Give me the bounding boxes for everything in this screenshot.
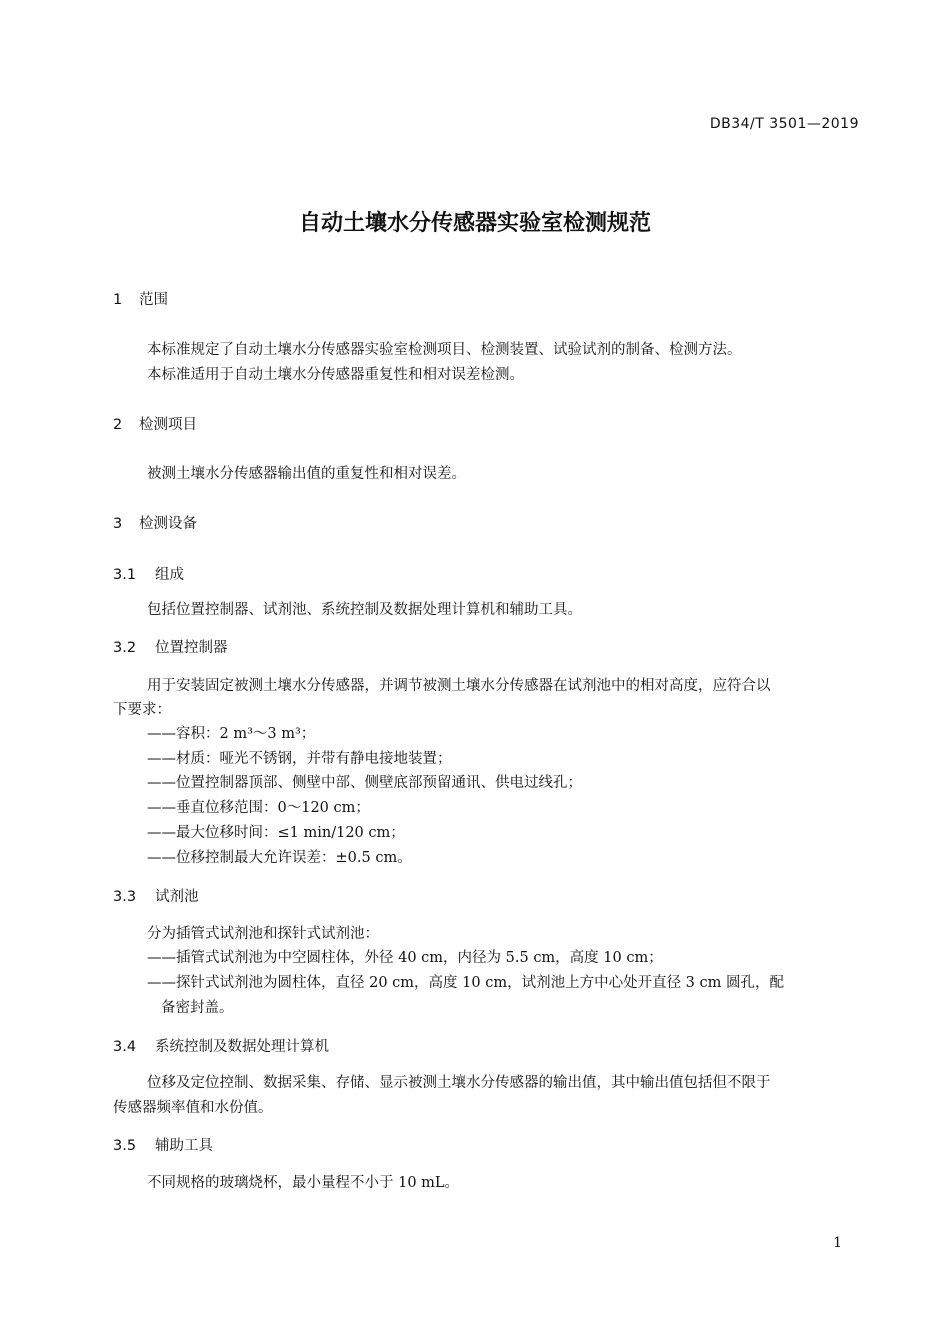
section-3-heading	[113, 512, 197, 533]
list-item: ——材质：哑光不锈钢，并带有静电接地装置；	[147, 751, 452, 767]
section-1-heading	[113, 288, 168, 309]
section-2-paragraph-1: 被测土壤水分传感器输出值的重复性和相对误差。	[147, 466, 466, 482]
list-item: ——容积：2 m³～3 m³；	[147, 726, 316, 742]
list-item: ——插管式试剂池为中空圆柱体，外径 40 cm，内径为 5.5 cm，高度 10 cm；	[147, 950, 663, 966]
subsection-3-4-paragraph-line-1: 位移及定位控制、数据采集、存储、显示被测土壤水分传感器的输出值，其中输出值包括但不限于	[147, 1075, 771, 1091]
subsection-3-2-paragraph-line-2: 下要求：	[113, 702, 171, 718]
subsection-3-1-heading	[113, 563, 184, 584]
subsection-3-5-heading	[113, 1134, 213, 1155]
section-title: 范围	[139, 292, 168, 308]
section-title: 检测设备	[139, 516, 197, 532]
standard-code: DB34/T 3501—2019	[709, 116, 859, 132]
subsection-3-2-heading	[113, 636, 228, 657]
list-item: ——垂直位移范围：0～120 cm；	[147, 800, 370, 816]
subsection-title: 组成	[155, 567, 184, 583]
list-item-continuation: 备密封盖。	[161, 1000, 234, 1016]
page-number: 1	[833, 1235, 842, 1251]
subsection-3-4-paragraph-line-2: 传感器频率值和水份值。	[113, 1100, 273, 1116]
subsection-title: 系统控制及数据处理计算机	[155, 1039, 329, 1055]
subsection-title: 位置控制器	[155, 640, 228, 656]
subsection-number: 3.5	[113, 1138, 137, 1154]
list-item: ——探针式试剂池为圆柱体，直径 20 cm，高度 10 cm，试剂池上方中心处开直径 3 cm 圆孔，配	[147, 975, 784, 991]
section-2-heading	[113, 413, 197, 434]
section-number: 3	[113, 516, 123, 532]
document-title: 自动土壤水分传感器实验室检测规范	[298, 211, 651, 236]
subsection-3-2-paragraph-line-1: 用于安装固定被测土壤水分传感器，并调节被测土壤水分传感器在试剂池中的相对高度，应符合以	[147, 678, 771, 694]
section-number: 1	[113, 292, 123, 308]
subsection-3-3-heading	[113, 885, 199, 906]
subsection-3-5-paragraph: 不同规格的玻璃烧杯，最小量程不小于 10 mL。	[147, 1175, 460, 1191]
subsection-3-4-heading	[113, 1035, 329, 1056]
list-item: ——最大位移时间：≤1 min/120 cm；	[147, 825, 405, 841]
subsection-number: 3.4	[113, 1039, 137, 1055]
subsection-number: 3.2	[113, 640, 137, 656]
subsection-3-1-paragraph: 包括位置控制器、试剂池、系统控制及数据处理计算机和辅助工具。	[147, 602, 582, 618]
section-number: 2	[113, 417, 123, 433]
subsection-title: 试剂池	[155, 889, 199, 905]
subsection-title: 辅助工具	[155, 1138, 213, 1154]
subsection-number: 3.1	[113, 567, 137, 583]
section-1-paragraph-2: 本标准适用于自动土壤水分传感器重复性和相对误差检测。	[147, 367, 524, 383]
subsection-3-3-paragraph: 分为插管式试剂池和探针式试剂池：	[147, 926, 379, 942]
section-1-paragraph-1: 本标准规定了自动土壤水分传感器实验室检测项目、检测装置、试验试剂的制备、检测方法。	[147, 342, 742, 358]
subsection-number: 3.3	[113, 889, 137, 905]
list-item: ——位移控制最大允许误差：±0.5 cm。	[147, 850, 412, 866]
list-item: ——位置控制器顶部、侧壁中部、侧壁底部预留通讯、供电过线孔；	[147, 775, 582, 791]
section-title: 检测项目	[139, 417, 197, 433]
